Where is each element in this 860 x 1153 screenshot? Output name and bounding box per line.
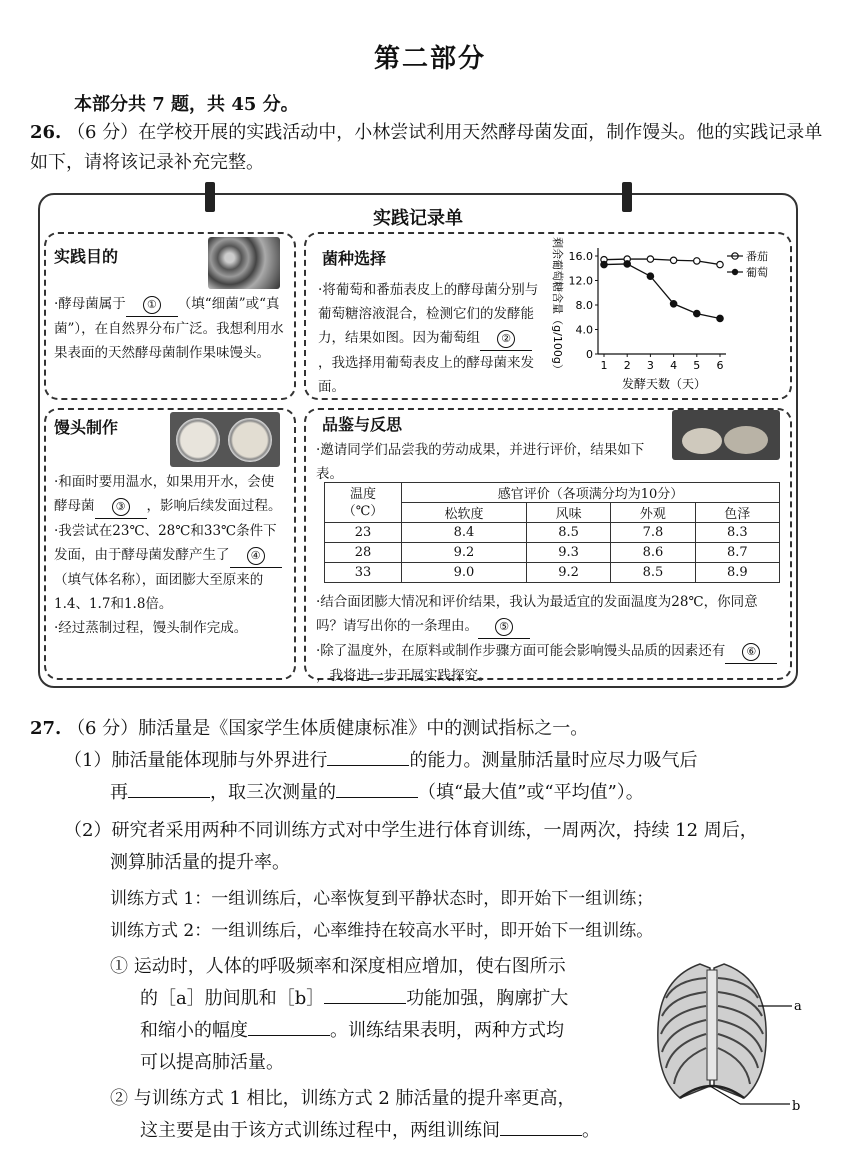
y-tick-label: 0 [586, 348, 593, 361]
answer-blank[interactable]: ④ [230, 543, 282, 568]
data-point [647, 273, 653, 279]
table-col-header: 色泽 [695, 503, 779, 523]
y-tick-label: 12.0 [568, 274, 593, 288]
question-text: （6 分）在学校开展的实践活动中，小林尝试利用天然酵母菌发面，制作馒头。他的实践记录单如下，请将该记录补充完整。 [30, 122, 823, 173]
x-tick-label: 2 [623, 359, 631, 372]
q27-sub1-line3: 和缩小的幅度 。训练结果表明，两种方式均 [140, 1020, 564, 1041]
answer-blank[interactable] [248, 1035, 330, 1036]
q27-part1-line1: （1）肺活量能体现肺与外界进行 的能力。测量肺活量时应尽力吸气后 [64, 750, 698, 771]
q27-part2-line1: （2）研究者采用两种不同训练方式对中学生进行体育训练，一周两次，持续 12 周后， [64, 820, 758, 841]
data-point [647, 256, 653, 262]
question-26-stem [30, 118, 830, 178]
glucose-chart [540, 236, 790, 396]
panel-text: ·酵母菌属于 ① （填“细菌”或“真菌”），在自然界分布广泛。我想利用水果表面的天然酵母菌制作果味馒头。 [54, 292, 284, 365]
table-row: 33 9.0 9.2 8.5 8.9 [325, 563, 780, 583]
q27-sub1-line1: ① 运动时，人体的呼吸频率和深度相应增加，使右图所示 [110, 956, 566, 977]
table-col-header: 风味 [526, 503, 610, 523]
panel-text: ·结合面团膨大情况和评价结果，我认为最适宜的发面温度为28℃，你同意吗？请写出你的一条理由。 ⑤ ·除了温度外，在原料或制作步骤方面可能会影响馒头品质的因素还有 ⑥，我将进一步开展实践探究。 [316, 590, 784, 688]
answer-blank[interactable] [128, 797, 210, 798]
x-tick-label: 5 [693, 359, 701, 372]
data-point [670, 301, 676, 307]
table-header-temp: 温度 （℃） [325, 483, 402, 523]
panel-text: ·和面时要用温水，如果用开水，会使酵母菌 ③ ，影响后续发面过程。 ·我尝试在23℃、28℃和33℃条件下发面，由于酵母菌发酵产生了 ④（填气体名称），面团膨大至原来的1.4、1.7和1.8倍。 ·经过蒸制过程，馒头制作完成。 [54, 474, 282, 636]
question-27-stem: 27. （6 分）肺活量是《国家学生体质健康标准》中的测试指标之一。 [30, 718, 589, 739]
data-point [670, 257, 676, 263]
answer-blank[interactable]: ⑥ [725, 639, 777, 664]
ribcage-figure [640, 958, 810, 1118]
x-axis-label: 发酵天数（天） [621, 377, 707, 391]
answer-blank[interactable] [336, 797, 418, 798]
series-line-1 [604, 264, 720, 319]
x-tick-label: 3 [646, 359, 654, 372]
training-method-2: 训练方式 2：一组训练后，心率维持在较高水平时，即开始下一组训练。 [110, 921, 654, 941]
q27-part2-line2: 测算肺活量的提升率。 [110, 852, 290, 873]
x-tick-label: 1 [600, 359, 608, 372]
table-header-group: 感官评价（各项满分均为10分） [402, 483, 780, 503]
q27-sub1-line2: 的［a］肋间肌和［b］ 功能加强，胸廓扩大 [140, 988, 569, 1009]
legend [727, 249, 768, 279]
section-intro: 本部分共 7 题，共 45 分。 [74, 94, 299, 115]
data-point [601, 261, 607, 267]
panel-text: ·将葡萄和番茄表皮上的酵母菌分别与葡萄糖溶液混合，检测它们的发酵能力，结果如图。因为葡萄组 ②，我选择用葡萄表皮上的酵母菌来发面。 [318, 282, 539, 395]
question-number: 27. [30, 718, 62, 739]
answer-blank[interactable]: ③ [95, 494, 147, 519]
table-row: 23 8.4 8.5 7.8 8.3 [325, 523, 780, 543]
sensory-table [324, 482, 780, 583]
label-b: b [792, 1099, 801, 1114]
table-col-header: 外观 [611, 503, 695, 523]
question-number: 26. [30, 122, 62, 143]
record-title: 实践记录单 [373, 208, 463, 229]
answer-blank[interactable]: ② [480, 326, 532, 351]
y-axis-label: 剩余葡萄糖含量（g/100g） [551, 237, 564, 375]
training-method-1: 训练方式 1：一组训练后，心率恢复到平静状态时，即开始下一组训练； [110, 889, 654, 909]
q27-part1-line2: 再 ，取三次测量的 （填“最大值”或“平均值”）。 [110, 782, 644, 803]
data-point [717, 315, 723, 321]
q27-sub2-line2: 这主要是由于该方式训练过程中，两组训练间 。 [140, 1120, 600, 1141]
data-point [694, 258, 700, 264]
label-a: a [794, 999, 802, 1014]
yeast-microscope-image [208, 237, 280, 289]
answer-blank[interactable] [500, 1135, 582, 1136]
y-tick-label: 8.0 [575, 299, 593, 312]
panel-title: 品鉴与反思 [322, 415, 403, 434]
y-tick-label: 4.0 [575, 323, 593, 337]
table-row: 28 9.2 9.3 8.6 8.7 [325, 543, 780, 563]
data-point [717, 261, 723, 267]
x-tick-label: 4 [670, 359, 678, 372]
panel-title: 实践目的 [54, 247, 119, 266]
tasting-photo [672, 410, 780, 460]
data-point [694, 310, 700, 316]
table-col-header: 松软度 [402, 503, 527, 523]
answer-blank[interactable]: ① [126, 292, 178, 317]
x-tick-label: 6 [716, 359, 724, 372]
q27-sub1-line4: 可以提高肺活量。 [140, 1052, 284, 1073]
ribcage-icon [658, 964, 766, 1098]
section-heading: 第二部分 [373, 44, 486, 74]
steamed-bun-photo [170, 412, 280, 467]
panel-text: ·邀请同学们品尝我的劳动成果，并进行评价，结果如下表。 [316, 442, 645, 482]
answer-blank[interactable] [324, 1003, 406, 1004]
data-point [624, 261, 630, 267]
answer-blank[interactable]: ⑤ [478, 614, 530, 639]
panel-title: 菌种选择 [322, 249, 387, 268]
q27-sub2-line1: ② 与训练方式 1 相比，训练方式 2 肺活量的提升率更高， [110, 1088, 576, 1109]
y-tick-label: 16.0 [568, 250, 593, 263]
answer-blank[interactable] [327, 765, 409, 766]
panel-title: 馒头制作 [54, 418, 119, 437]
legend-label-tomato: 番茄 [746, 250, 768, 263]
legend-label-grape: 葡萄 [746, 266, 768, 279]
